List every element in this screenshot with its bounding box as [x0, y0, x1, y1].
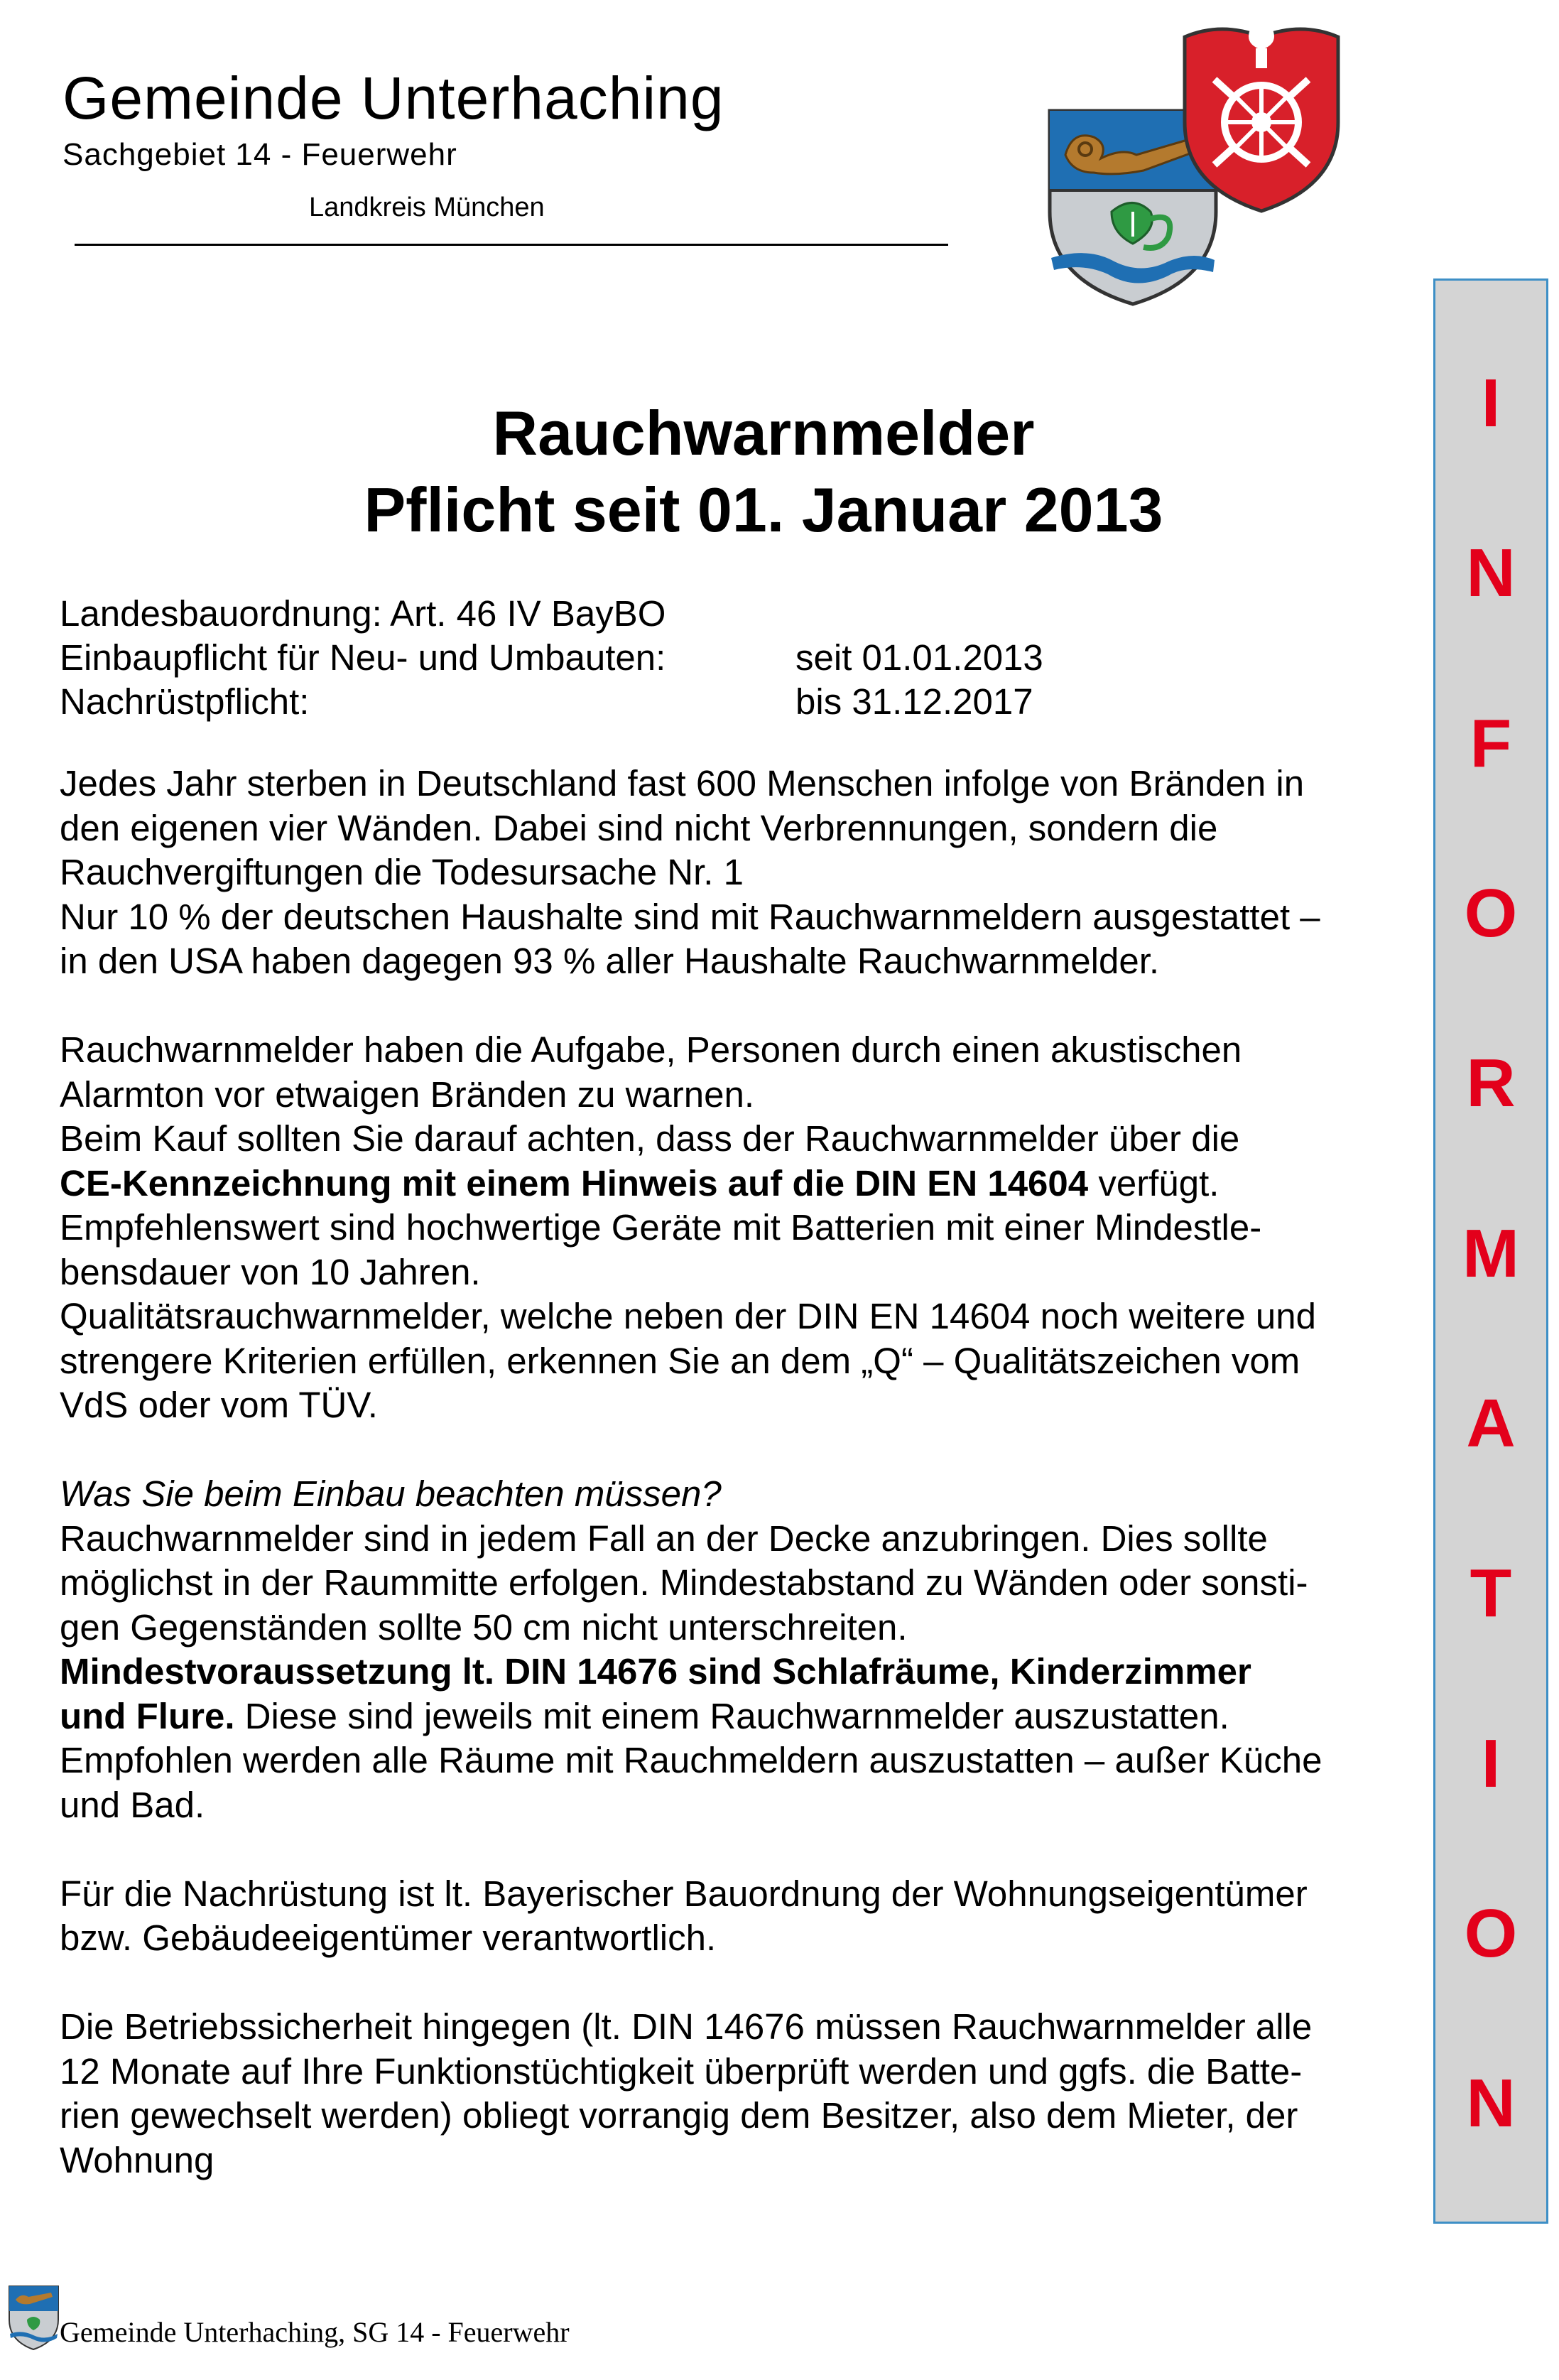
- body-line: 12 Monate auf Ihre Funktionstüchtigkeit überprüft werden und ggfs. die Batte-: [60, 2050, 1303, 2092]
- body-line: gen Gegenständen sollte 50 cm nicht unterschreiten.: [60, 1606, 908, 1648]
- body-line: [60, 1162, 1423, 1206]
- body-line: strengere Kriterien erfüllen, erkennen Sie an dem „Q“ – Qualitätszeichen vom: [60, 1340, 1300, 1381]
- body-line: Rauchwarnmelder sind in jedem Fall an der Decke anzubringen. Dies sollte: [60, 1518, 1268, 1559]
- regulation-label: Landesbauordnung: Art. 46 IV BayBO: [60, 593, 666, 634]
- body-line-tail: Diese sind jeweils mit einem Rauchwarnmelder auszustatten.: [234, 1695, 1229, 1736]
- sidebar-letter: T: [1470, 1555, 1512, 1631]
- regulation-value: seit 01.01.2013: [795, 637, 1043, 678]
- body-line-tail: verfügt.: [1088, 1162, 1220, 1203]
- body-line: Rauchwarnmelder haben die Aufgabe, Personen durch einen akustischen: [60, 1029, 1242, 1070]
- footer-text: Gemeinde Unterhaching, SG 14 - Feuerwehr: [60, 2316, 570, 2348]
- body-line: [60, 1694, 1423, 1739]
- header-divider: [75, 244, 948, 246]
- sidebar-letter: M: [1462, 1216, 1519, 1292]
- body-text: [60, 762, 1423, 2182]
- body-line: Jedes Jahr sterben in Deutschland fast 600 Menschen infolge von Bränden in: [60, 763, 1305, 804]
- sidebar-letter: A: [1466, 1385, 1516, 1461]
- body-line: den eigenen vier Wänden. Dabei sind nicht Verbrennungen, sondern die: [60, 807, 1218, 848]
- body-line: Qualitätsrauchwarnmelder, welche neben der DIN EN 14604 noch weitere und: [60, 1296, 1317, 1336]
- body-line: möglichst in der Raummitte erfolgen. Mindestabstand zu Wänden oder sonsti-: [60, 1562, 1308, 1603]
- ce-marking-emphasis: CE-Kennzeichnung mit einem Hinweis auf die DIN EN 14604: [60, 1162, 1089, 1203]
- sidebar-letter: R: [1466, 1045, 1516, 1121]
- installation-heading: [60, 1472, 1423, 1517]
- body-line: bzw. Gebäudeeigentümer verantwortlich.: [60, 1917, 717, 1958]
- sidebar-letter: I: [1481, 365, 1501, 441]
- body-line: Alarmton vor etwaigen Bränden zu warnen.: [60, 1073, 755, 1115]
- body-line: Wohnung: [60, 2139, 214, 2180]
- district-name: Landkreis München: [309, 193, 545, 222]
- minimum-requirement-emphasis: und Flure.: [60, 1695, 235, 1736]
- body-line: rien gewechselt werden) obliegt vorrangig dem Besitzer, also dem Mieter, der: [60, 2095, 1298, 2136]
- organization-name: Gemeinde Unterhaching: [63, 65, 724, 131]
- paragraph-gap: [60, 1428, 1423, 1473]
- installation-heading-text: Was Sie beim Einbau beachten müssen?: [60, 1473, 722, 1514]
- regulation-label: Einbaupflicht für Neu- und Umbauten:: [60, 637, 666, 678]
- sidebar-letter: N: [1466, 535, 1516, 611]
- page-subtitle: Pflicht seit 01. Januar 2013: [364, 475, 1163, 545]
- regulation-value: bis 31.12.2017: [795, 681, 1033, 722]
- body-line: [60, 1650, 1423, 1694]
- body-line: Empfehlenswert sind hochwertige Geräte mit Batterien mit einer Mindestle-: [60, 1207, 1262, 1248]
- body-line: VdS oder vom TÜV.: [60, 1385, 378, 1425]
- body-line: in den USA haben dagegen 93 % aller Haushalte Rauchwarnmelder.: [60, 941, 1160, 981]
- page-title: Rauchwarnmelder: [492, 398, 1035, 468]
- department-name: Sachgebiet 14 - Feuerwehr: [63, 137, 457, 172]
- paragraph-gap: [60, 1961, 1423, 2006]
- sidebar-letter: O: [1464, 1895, 1518, 1971]
- sidebar-letter: O: [1464, 875, 1518, 951]
- fire-brigade-coat-of-arms-icon: [1179, 16, 1344, 215]
- body-line: Die Betriebssicherheit hingegen (lt. DIN 14676 müssen Rauchwarnmelder alle: [60, 2006, 1313, 2047]
- body-line: Empfohlen werden alle Räume mit Rauchmeldern auszustatten – außer Küche: [60, 1740, 1322, 1780]
- body-line: und Bad.: [60, 1784, 205, 1825]
- sidebar-letter: F: [1470, 705, 1512, 781]
- sidebar-letter: N: [1466, 2065, 1516, 2141]
- minimum-requirement-emphasis: Mindestvoraussetzung lt. DIN 14676 sind Schlafräume, Kinderzimmer: [60, 1651, 1251, 1692]
- body-line: Beim Kauf sollten Sie darauf achten, dass der Rauchwarnmelder über die: [60, 1118, 1240, 1159]
- footer-coat-of-arms-icon: [7, 2284, 60, 2352]
- paragraph-gap: [60, 1827, 1423, 1872]
- body-line: Nur 10 % der deutschen Haushalte sind mit Rauchwarnmeldern ausgestattet –: [60, 896, 1320, 937]
- regulation-label: Nachrüstpflicht:: [60, 681, 310, 722]
- sidebar-letter: I: [1481, 1726, 1501, 1802]
- paragraph-gap: [60, 984, 1423, 1029]
- body-line: Rauchvergiftungen die Todesursache Nr. 1: [60, 852, 744, 892]
- body-line: Für die Nachrüstung ist lt. Bayerischer Bauordnung der Wohnungseigentümer: [60, 1873, 1308, 1914]
- body-line: bensdauer von 10 Jahren.: [60, 1251, 481, 1292]
